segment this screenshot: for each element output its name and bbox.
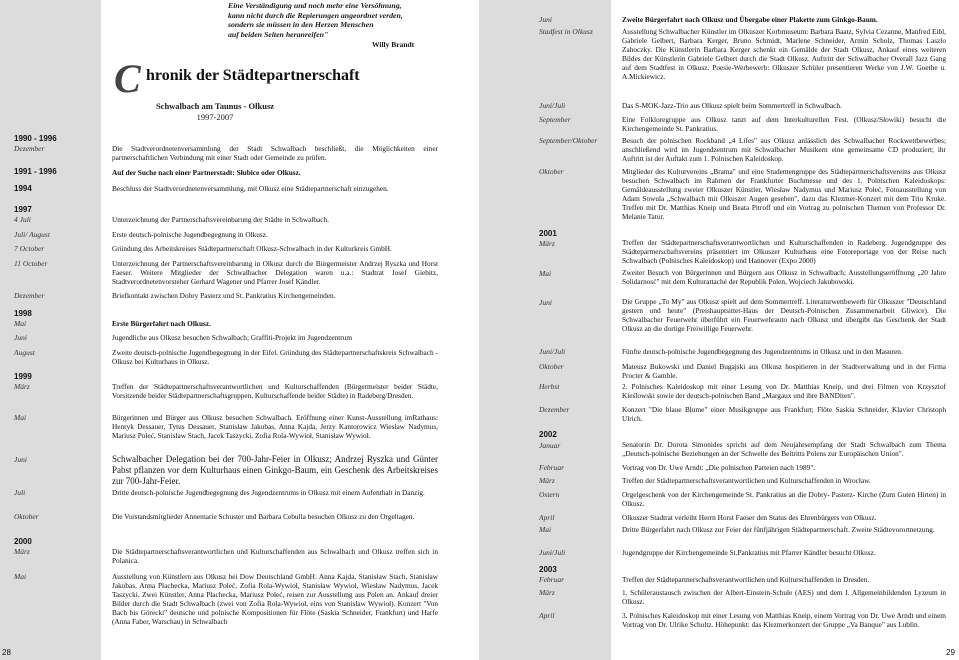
subtitle-years: 1997-2007	[196, 112, 234, 122]
entry-label: Februar	[539, 463, 564, 472]
quote-line: auf beiden Seiten heranreifen"	[228, 29, 329, 39]
entry-label: Mai	[14, 572, 27, 581]
entry-label: Ostern	[539, 490, 560, 499]
entry-label: April	[539, 513, 555, 522]
entry-label: März	[539, 588, 555, 597]
entry-label: Oktober	[14, 512, 39, 521]
entry-label: Juni/Juli	[539, 548, 566, 557]
entry-text: Mitglieder des Kulturvereins „Brama" und eine Studentengruppe des Städtepartnerschaftsvereins aus Olkusz besuchen Schwalbach im Rahmen der Frankfurter Buchmesse und des 1. Polnischen Kaleidoskops: Gemäldeausstellung zweier Olkuszer Künstler, Wiesław Nadymus und Mariusz Połeć, Fotoausstellung von Adam Sowula „Schwalbach mit Olkuszer Augen gesehen", dazu das Klezmer-Konzert mit dem Trio Kruke. Treffen mit Dr. Matthias Kneip und Beata Pitroff und ein Vortrag zu polnischen Themen von Professor Dr. Melanie Tatur.	[622, 167, 946, 221]
entry-text: Senatorin Dr. Dorota Simonides spricht auf dem Neujahrsempfang der Stadt Schwalbach zum Thema „Deutsch-polnische Beziehungen an der Schwelle des Beitritts Polens zur Europäischen Union".	[622, 440, 946, 458]
entry-text: Bürgerinnen und Bürger aus Olkusz besuchen Schwalbach. Eröffnung einer Kunst-Ausstellung imRathaus: Henryk Dessauer, Tytus Dessauer, Stanisław Jakubas, Anna Kajda, Jerzy Kantorowicz Wiesław Nadymus, Mariusz Połeć, Stanisław Stach, Jacek Taszycki, Zofia Rola-Wywioł, Stanisław Wywioł.	[112, 413, 438, 440]
entry-text: Ausstellung Schwalbacher Künstler im Olkuszer Korbmuseum: Barbara Baatz, Sylvia Cezanne, Manfred Eibl, Gabriele Gelbert, Barbara Kerger, Bruno Schmidt, Marlene Schneider, Armin Scholz, Thomas Laszlo Zahoczky. Die Künstlerin Barbara Kerger schenkt ein Gemälde der Stadt Olkusz, Ankauf eines weiteren Bildes der Künstlerin Gabriele Gelbert durch die Stadt Olkusz. Auftritt der Schwalbacher Overall Jazz Gang auf dem Stadtfest in Olkusz. Poesie-Werbewerb: Olkuszer Schüler presentieren Werke von J.W. Goethe u. A.Mickiewicz.	[622, 27, 946, 81]
entry-label: August	[14, 348, 35, 357]
page-number: 29	[946, 648, 955, 657]
entry-text: Das S-MOK-Jazz-Trio aus Olkusz spielt beim Sommertreff in Schwalbach.	[622, 101, 842, 110]
entry-text: Schwalbacher Delegation bei der 700-Jahr-Feier in Olkusz; Andrzej Ryszka und Günter Pabst pflanzen vor dem Kulturhaus einen Ginkgo-Baum, ein Geschenk des Arbeitskreises zur 700-Jahr-Feier.	[112, 454, 438, 486]
entry-text: Konzert "Die blaue Blume" einer Musikgruppe aus Frankfurt; Flöte Saskia Schneider, Klavier Christoph Ulrich.	[622, 405, 946, 423]
entry-label: Dezember	[539, 405, 570, 414]
logo-initial: C	[114, 56, 141, 101]
entry-label: Juni	[539, 298, 552, 307]
entry-text: Ausstellung von Künstlern aus Olkusz bei Dow Deutschland GmbH: Anna Kajda, Stanisław Stach, Stanisław Jakubas, Anna Płachecka, Mariusz Połeć, Zofia Rola-Wywioł, Stanisław Wywioł, Wiesław Nadymus, Jacek Taszycki. Zwei Künstler, Anna Płachecka, Mariusz Połeć, reisen zur Ausstellung aus Polen an. Ankauf dreier Bilder durch die Stadt Schwalbach (zwei von Zofia Rola-Wywioł, eins von Stanisław Wywioł). Konzert "Von Bach bis Górecki" deutsche und polnische Kompositionen für Flöte (Saskia Schneider, Frankfurt) und Harfe (Anna Faber, Warschau) in Schwalbach	[112, 572, 438, 626]
entry-text: Briefkontakt zwischen Dobry Pasterz und St. Pankratius Kirchengemeinden.	[112, 291, 336, 300]
page-number: 28	[2, 648, 11, 657]
entry-label: Mai	[14, 319, 27, 328]
subtitle-cities: Schwalbach am Taunus - Olkusz	[155, 101, 275, 111]
entry-label: Oktober	[539, 362, 564, 371]
year-heading: 1991 - 1996	[14, 167, 57, 176]
entry-text: Vortrag von Dr. Uwe Arndt: „Die polnischen Parteien nach 1989".	[622, 463, 816, 472]
entry-label: Juli	[14, 488, 26, 497]
entry-label: Juni/Juli	[539, 347, 566, 356]
quote-line: sondern sie müssen in den Herzen Menschen	[228, 20, 374, 29]
entry-text: Olkuszer Stadtrat verleiht Herrn Horst Faeser den Status des Ehrenbürgers von Olkusz.	[622, 513, 877, 522]
entry-text: Zweite Bürgerfahrt nach Olkusz und Übergabe einer Plakette zum Ginkgo-Baum.	[622, 15, 878, 24]
entry-text: 2. Polnisches Kaleidoskop mit einer Lesung von Dr. Matthias Kneip, und drei Filmen von Krzysztof Kieślowski sowie der deutsch-polnischen Band „Margaux und ihre BANDiten".	[622, 382, 946, 400]
entry-label: Stadfest in Olkusz	[539, 27, 593, 36]
entry-label: Mai	[539, 525, 552, 534]
left-page	[0, 0, 479, 660]
year-heading: 2002	[539, 430, 557, 439]
entry-label: September	[539, 115, 571, 124]
entry-label: März	[14, 382, 30, 391]
entry-text: Die Vorstandsmitglieder Annemarie Schuster und Barbara Cebulla besuchen Olkusz zu den Orgeltagen.	[112, 512, 415, 521]
entry-label: Januar	[539, 441, 561, 450]
entry-text: Gründung des Arbeitskreises Städtepartnerschaft Olkusz-Schwalbach in der Kulturkreis GmbH.	[112, 244, 392, 253]
entry-text: Dritte deutsch-polnische Jugendbegegnung des Jugendzentrums in Olkusz mit einem Aufenthalt in Danzig.	[112, 488, 425, 497]
year-heading: 1994	[14, 184, 32, 193]
entry-label: Dezember	[14, 291, 45, 300]
entry-label: September/Oktober	[539, 136, 598, 145]
entry-text: Treffen der Städtepartnerschaftsverantwortlichen und Kulturschaffenden in Radeberg. Jugendgruppe des Städtepartnerschaftsvereins präsentiert im Olkuszer Kulturhaus eine Fotoreportage von der Reise nach Schwalbach (Polnisches Kaleidoskop) und Hannover (Expo 2000)	[622, 238, 946, 265]
entry-text: Eine Folkloregruppe aus Olkusz tanzt auf dem Interkulturellen Fest. (Olkusz/Słowiki) besucht die Kirchengemeinde St. Pankratius.	[622, 115, 946, 133]
entry-text: Treffen der Städtepartnerschaftsverantwortlichen und Kulturschaffenden (Bürgermeister beider Städte, Vorsitzende beider Städtepartnerschaftsgruppen, Kulturschaffende beider Städte) in Radeberg/Dresden.	[112, 382, 438, 400]
entry-text: Auf der Suche nach einer Partnerstadt: Słubice oder Olkusz.	[112, 168, 301, 177]
entry-text: Zweiter Besuch von Bürgerinnen und Bürgern aus Olkusz in Schwalbach; Ausstellungseröffnung „20 Jahre Solidarnosć" mit dem Kulturattaché der Republik Polen, Wojciech Jakubowski.	[622, 268, 946, 286]
logo-title: hronik der Städtepartnerschaft	[146, 67, 360, 84]
entry-label: 7 October	[14, 244, 45, 253]
entry-text: Mateusz Bukowski und Daniel Bugajski aus Olkusz hospitieren in der Stadtverwaltung und in der Firma Procter & Gamble.	[622, 362, 946, 380]
entry-label: April	[539, 611, 555, 620]
quote-author: Willy Brandt	[372, 40, 415, 49]
entry-text: Orgelgeschenk von der Kirchengemeinde St. Pankratius an die Dobry- Pasterz- Kirche (Zum Guten Hirten) in Olkusz.	[622, 490, 946, 508]
entry-label: 11 October	[14, 259, 48, 268]
quote	[228, 1, 428, 39]
entry-label: Dezember	[14, 144, 45, 153]
left-sidebar	[0, 0, 101, 660]
entry-label: Mai	[14, 413, 27, 422]
right-sidebar	[480, 0, 611, 660]
year-heading: 2000	[14, 537, 32, 546]
entry-label: Juni	[14, 455, 27, 464]
entry-text: Die Städtepartnerschaftsverantwortlichen und Kulturschaffenden aus Schwalbach und Olkusz treffen sich in Polanica.	[112, 547, 438, 565]
quote-line: Eine Verständigung und noch mehr eine Versöhnung,	[228, 1, 402, 10]
entry-text: Die Gruppe „To My" aus Olkusz spielt auf dem Sommertreff. Literaturwettbewerb für Olkuszer "Deutschland gestern und heute" (Preishauptsitter-Haus der Deutsch-Polnischen Zusammenarbeit Gliwice). Die Schwalbacher Feuerwehr überführt ein Feuerwehrauto nach Olkusz und übergibt das Geschenk der Stadt Olkusz an die dortige Freiwillige Feuerwehr.	[622, 297, 946, 333]
entry-text: Dritte Bürgerfahrt nach Olkusz zur Feier der fünfjährigen Städtepartnerschaft. Zweite Städtevorortnetzung.	[622, 525, 935, 534]
entry-text: Erste deutsch-polnische Jugendbegegnung in Olkusz.	[112, 230, 268, 239]
entry-text: Zweite deutsch-polnische Jugendbegegnung in der Eifel. Gründung des Städtepartnerschaftskreis Schwalbach - Olkusz bei Kulturhaus in Olkusz.	[112, 348, 438, 366]
year-heading: 2001	[539, 229, 557, 238]
entry-label: Februar	[539, 575, 564, 584]
entry-text: Unterzeichnung der Partnerschaftsvereinbarung der Städte in Schwalbach.	[112, 215, 330, 224]
entry-text: Treffen der Städtepartnerschaftsverantwortlichen und Kulturschaffenden in Dresden.	[622, 575, 870, 584]
entry-text: Fünfte deutsch-polnische Jugendbegegnung des Jugendzentrums in Olkusz und in den Masuren.	[622, 347, 903, 356]
entry-text: Erste Bürgerfahrt nach Olkusz.	[112, 319, 211, 328]
entry-label: März	[539, 239, 555, 248]
entry-label: Juni	[539, 15, 552, 24]
chronicle-logo	[114, 55, 374, 101]
year-heading: 1999	[14, 372, 32, 381]
right-page	[480, 0, 959, 660]
entry-label: Juni/Juli	[539, 101, 566, 110]
entry-text: Beschluss der Stadtverordnetenversammlung, mit Olkusz eine Städtepartnerschaft einzugehen.	[112, 184, 389, 193]
entry-label: Juli/ August	[14, 230, 50, 239]
year-heading: 1998	[14, 309, 32, 318]
entry-label: Oktober	[539, 167, 564, 176]
entry-label: 4 Juli	[14, 215, 31, 224]
entry-text: Jugendgruppe der Kirchengemeinde St.Pankratius mit Pfarrer Kändler besucht Olkusz.	[622, 548, 876, 557]
entry-label: Mai	[539, 269, 552, 278]
entry-text: Besuch der polnischen Rockband „4 Lifes" aus Olkusz anlässlich des Schwalbacher Rockwettbewerbes; anschließend wird im Jugendzentrum mit Schwalbacher Musikern eine gemeinsame CD produziert; ihr Auftritt ist der Auftakt zum 1. Polnischen Kaleidoskop.	[622, 136, 946, 163]
entry-text: Unterzeichnung der Partnerschaftsvereinbarung in Olkusz durch die Bürgermeister Andrzej Ryszka und Horst Faeser. Weitere Mitglieder der Schwalbacher Delegation waren u.a.: Stadtrat Josef Giebitz, Stadtverordnetenvorsteher Gerhard Wagener und Pfarrer Josef Kändler.	[112, 259, 438, 286]
year-heading: 1997	[14, 205, 32, 214]
entry-label: März	[539, 476, 555, 485]
entry-text: Jugendliche aus Olkusz besuchen Schwalbach; Graffiti-Projekt im Jugendzentrum	[112, 333, 352, 342]
year-heading: 2003	[539, 565, 557, 574]
entry-label: Herbst	[539, 382, 560, 391]
entry-label: Juni	[14, 333, 27, 342]
year-heading: 1990 - 1996	[14, 134, 57, 143]
entry-label: März	[14, 547, 30, 556]
entry-text: Die Stadtverordnetenversammlung der Stadt Schwalbach beschließt, die Möglichkeiten einer partnerschaftlichen Verbindung mit einer Stadt oder Gemeinde zu prüfen.	[112, 144, 438, 162]
entry-text: 3. Polnisches Kaleidoskop mit einer Lesung von Matthias Kneip, einem Vortrag von Dr. Uwe Arndt und einem Vortrag von Dr. Ulrike Scholtz. Höhepunkt: das Klezmerkonzert der Gruppe „Va Banque" aus Lublin.	[622, 611, 946, 629]
quote-line: kann nicht durch die Repierungen angeordnet verden,	[228, 10, 403, 20]
entry-text: 1. Schüleraustausch zwischen der Albert-Einstein-Schule (AES) und dem I. Allgemeinbildenden Lyzeum in Olkusz.	[622, 588, 946, 606]
entry-text: Treffen der Städtepartnerschaftsverantwortlichen und Kulturschaffenden in Wrocław.	[622, 476, 871, 485]
